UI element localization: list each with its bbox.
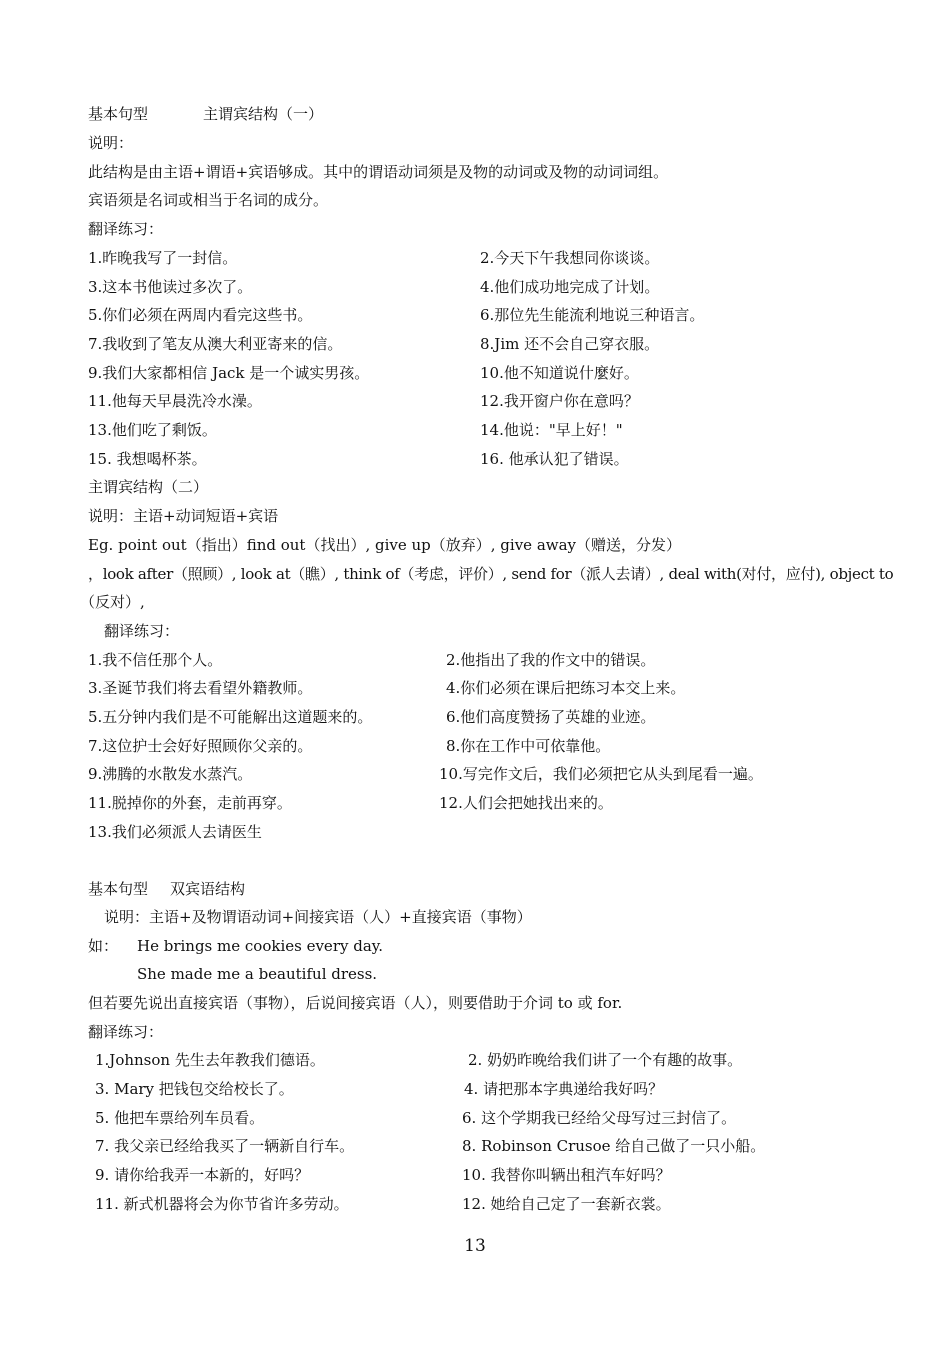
section2-exercise: 5.五分钟内我们是不可能解出这道题来的。 xyxy=(88,708,373,726)
section1-exercise: 2.今天下午我想同你谈谈。 xyxy=(480,249,660,267)
section2-exercise: 8.你在工作中可依靠他。 xyxy=(446,737,611,755)
section3-exercise: 10. 我替你叫辆出租汽车好吗？ xyxy=(462,1166,671,1184)
section2-exercise: 1.我不信任那个人。 xyxy=(88,651,223,669)
section3-exercise: 5. 他把车票给列车员看。 xyxy=(95,1109,265,1127)
section3-example-2: She made me a beautiful dress. xyxy=(137,965,378,983)
section3-exercise: 2. 奶奶昨晚给我们讲了一个有趣的故事。 xyxy=(468,1051,743,1069)
section3-practice-label: 翻译练习： xyxy=(88,1023,164,1041)
section1-exercise: 9.我们大家都相信 Jack 是一个诚实男孩。 xyxy=(88,364,370,382)
section3-exercise: 7. 我父亲已经给我买了一辆新自行车。 xyxy=(95,1137,355,1155)
section2-exercise: 2.他指出了我的作文中的错误。 xyxy=(446,651,656,669)
section2-example-2: ，look after（照顾）, look at（瞧）, think of（考虑，评价）, send for（派人去请）, deal with(对付，应付), object to xyxy=(88,565,894,583)
section2-exercise: 4.你们必须在课后把练习本交上来。 xyxy=(446,679,686,697)
section2-exercise: 3.圣诞节我们将去看望外籍教师。 xyxy=(88,679,313,697)
section2-example-3: （反对）, xyxy=(80,593,145,611)
section2-heading: 主谓宾结构（二） xyxy=(88,478,209,496)
section2-exercise: 12.人们会把她找出来的。 xyxy=(439,794,613,812)
section1-heading-left: 基本句型 xyxy=(88,105,149,123)
section1-exercise: 3.这本书他读过多次了。 xyxy=(88,278,253,296)
section2-note: 说明：主语+动词短语+宾语 xyxy=(88,507,279,525)
section1-description-2: 宾语须是名词或相当于名词的成分。 xyxy=(88,191,329,209)
section2-practice-label: 翻译练习： xyxy=(104,622,180,640)
section2-exercise: 6.他们高度赞扬了英雄的业迹。 xyxy=(446,708,656,726)
section3-note: 说明：主语+及物谓语动词+间接宾语（人）+直接宾语（事物） xyxy=(104,908,532,926)
page-number: 13 xyxy=(464,1236,486,1256)
section2-exercise: 10.写完作文后，我们必须把它从头到尾看一遍。 xyxy=(439,765,763,783)
section3-exercise: 4. 请把那本字典递给我好吗？ xyxy=(464,1080,664,1098)
section1-exercise: 12.我开窗户你在意吗？ xyxy=(480,392,639,410)
section3-exercise: 12. 她给自己定了一套新衣裳。 xyxy=(462,1195,671,1213)
section2-exercise: 7.这位护士会好好照顾你父亲的。 xyxy=(88,737,313,755)
section1-note-label: 说明： xyxy=(88,134,134,152)
section1-exercise: 1.昨晚我写了一封信。 xyxy=(88,249,238,267)
section3-exercise: 11. 新式机器将会为你节省许多劳动。 xyxy=(95,1195,349,1213)
section3-exercise: 3. Mary 把钱包交给校长了。 xyxy=(95,1080,294,1098)
section1-exercise: 5.你们必须在两周内看完这些书。 xyxy=(88,306,313,324)
section3-example-label: 如： xyxy=(88,937,119,955)
section1-exercise: 14.他说："早上好！" xyxy=(480,421,623,439)
section2-exercise: 11.脱掉你的外套，走前再穿。 xyxy=(88,794,292,812)
section1-exercise: 16. 他承认犯了错误。 xyxy=(480,450,629,468)
section3-exercise: 1.Johnson 先生去年教我们德语。 xyxy=(95,1051,325,1069)
section1-description-1: 此结构是由主语+谓语+宾语够成。其中的谓语动词须是及物的动词或及物的动词词组。 xyxy=(88,163,669,181)
section1-exercise: 13.他们吃了剩饭。 xyxy=(88,421,217,439)
section2-exercise: 13.我们必须派人去请医生 xyxy=(88,823,262,841)
section2-example-1: Eg. point out（指出）find out（找出）, give up（放弃）, give away（赠送，分发） xyxy=(88,536,682,554)
section3-rule: 但若要先说出直接宾语（事物），后说间接宾语（人），则要借助于介词 to 或 for. xyxy=(88,994,623,1012)
section1-exercise: 4.他们成功地完成了计划。 xyxy=(480,278,660,296)
section3-exercise: 6. 这个学期我已经给父母写过三封信了。 xyxy=(462,1109,737,1127)
section3-exercise: 9. 请你给我弄一本新的，好吗？ xyxy=(95,1166,310,1184)
section3-heading-right: 双宾语结构 xyxy=(170,880,246,898)
section3-example-1: He brings me cookies every day. xyxy=(137,937,384,955)
section1-exercise: 8.Jim 还不会自己穿衣服。 xyxy=(480,335,660,353)
section1-heading-right: 主谓宾结构（一） xyxy=(203,105,324,123)
section1-exercise: 7.我收到了笔友从澳大利亚寄来的信。 xyxy=(88,335,343,353)
section1-exercise: 15. 我想喝杯茶。 xyxy=(88,450,207,468)
section3-heading-left: 基本句型 xyxy=(88,880,149,898)
section3-exercise: 8. Robinson Crusoe 给自己做了一只小船。 xyxy=(462,1137,766,1155)
section1-exercise: 10.他不知道说什麼好。 xyxy=(480,364,639,382)
section1-exercise: 6.那位先生能流利地说三种语言。 xyxy=(480,306,705,324)
section1-practice-label: 翻译练习： xyxy=(88,220,164,238)
section2-exercise: 9.沸腾的水散发水蒸汽。 xyxy=(88,765,253,783)
section1-exercise: 11.他每天早晨洗冷水澡。 xyxy=(88,392,262,410)
